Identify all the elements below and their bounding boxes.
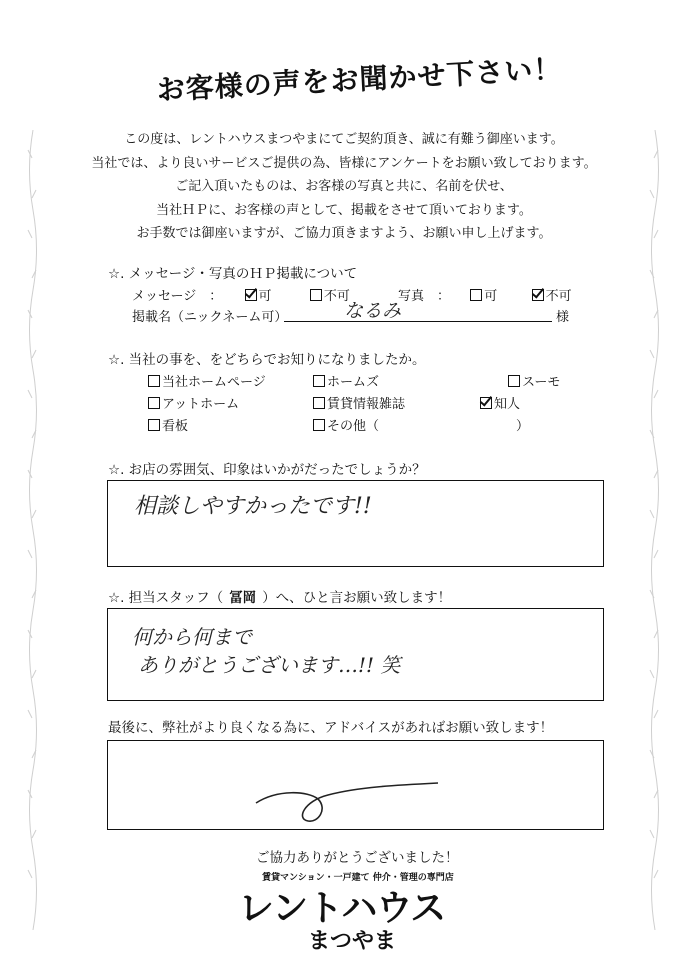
source-label: その他（ [327,419,380,434]
q4-heading [108,586,451,606]
intro-line: お手数では御座いますが、ご協力頂きますよう、お願い申し上げます。 [136,226,552,241]
q4-heading-post: ）へ、ひと言お願い致します！ [262,590,452,606]
name-suffix: 様 [556,310,570,325]
source-option[interactable] [313,393,405,412]
name-label: 掲載名（ニックネーム可） [132,310,288,325]
intro-line: ご記入頂いたものは、お客様の写真と共に、名前を伏せ、 [175,179,513,194]
name-value[interactable]: なるみ [344,300,402,322]
photo-no-label: 不可 [545,289,572,304]
q1-message-row [132,285,350,304]
message-label: メッセージ ： [132,289,223,304]
checkbox[interactable] [148,375,160,387]
source-option[interactable] [148,415,188,434]
left-ornament-border [22,130,44,930]
message-no-label: 不可 [323,289,350,304]
checkbox[interactable] [148,419,160,431]
photo-no-checkbox[interactable] [532,289,544,301]
source-label: 当社ホームページ [162,375,266,390]
message-no-checkbox[interactable] [310,289,322,301]
source-label: アットホーム [162,397,240,412]
q1-photo-row [398,285,572,304]
intro-line: この度は、レントハウスまつやまにてご契約頂き、誠に有難う御座います。 [124,132,564,147]
q5-heading: 最後に、弊社がより良くなる為に、アドバイスがあればお願い致します！ [108,720,554,736]
staff-name: 冨岡 [229,590,257,606]
source-label: スーモ [522,375,561,390]
source-option[interactable] [508,371,560,390]
source-option[interactable] [313,371,379,390]
photo-label: 写真 ： [398,289,451,304]
q5-answer-box[interactable] [107,740,604,830]
source-label: ホームズ [327,375,380,390]
source-label: 知人 [494,397,521,412]
q4-answer-box[interactable] [107,608,604,701]
scribble-mark [248,771,448,827]
checkbox[interactable] [148,397,160,409]
source-label: 看板 [162,419,189,434]
q4-heading-pre: ☆. 担当スタッフ（ [108,590,224,606]
checkbox[interactable] [508,375,520,387]
logo-city: まつやま [308,929,397,954]
message-yes-checkbox[interactable] [245,289,257,301]
right-ornament-border [644,130,666,930]
source-option[interactable] [313,415,379,434]
checkbox[interactable] [313,419,325,431]
intro-text [60,128,628,246]
checkbox[interactable] [480,397,492,409]
q4-answer-line1: 何から何まで [132,625,252,649]
logo-tagline: 賃貸マンション・一戸建て 仲介・管理の専門店 [262,873,454,883]
company-logo [232,870,482,970]
source-option[interactable] [148,371,266,390]
message-yes-label: 可 [258,289,272,304]
logo-name: レントハウス [238,887,446,928]
intro-line: 当社ＨＰに、お客様の声として、掲載をさせて頂いております。 [156,202,532,218]
checkbox[interactable] [313,375,325,387]
source-option[interactable] [480,393,520,412]
photo-yes-label: 可 [484,289,498,304]
q3-answer-box[interactable] [107,480,604,567]
name-underline [284,321,552,322]
source-option[interactable] [148,393,239,412]
source-label: 賃貸情報雑誌 [327,397,406,412]
checkbox[interactable] [313,397,325,409]
q2-heading: ☆. 当社の事を、をどちらでお知りになりましたか。 [108,352,426,368]
other-close-paren: ） [516,419,530,434]
photo-yes-checkbox[interactable] [470,289,482,301]
intro-line: 当社では、より良いサービスご提供の為、皆様にアンケートをお願い致しております。 [91,155,597,171]
q4-answer-line2: ありがとうございます…!! 笑 [138,653,401,677]
q3-heading: ☆. お店の雰囲気、印象はいかがだったでしょうか？ [108,462,426,478]
closing-message: ご協力ありがとうございました！ [256,850,459,866]
q3-answer: 相談しやすかったです!! [134,494,372,519]
q1-heading: ☆. メッセージ・写真のＨＰ掲載について [108,266,358,282]
page-title: お客様の声をお聞かせ下さい！ [155,52,564,107]
